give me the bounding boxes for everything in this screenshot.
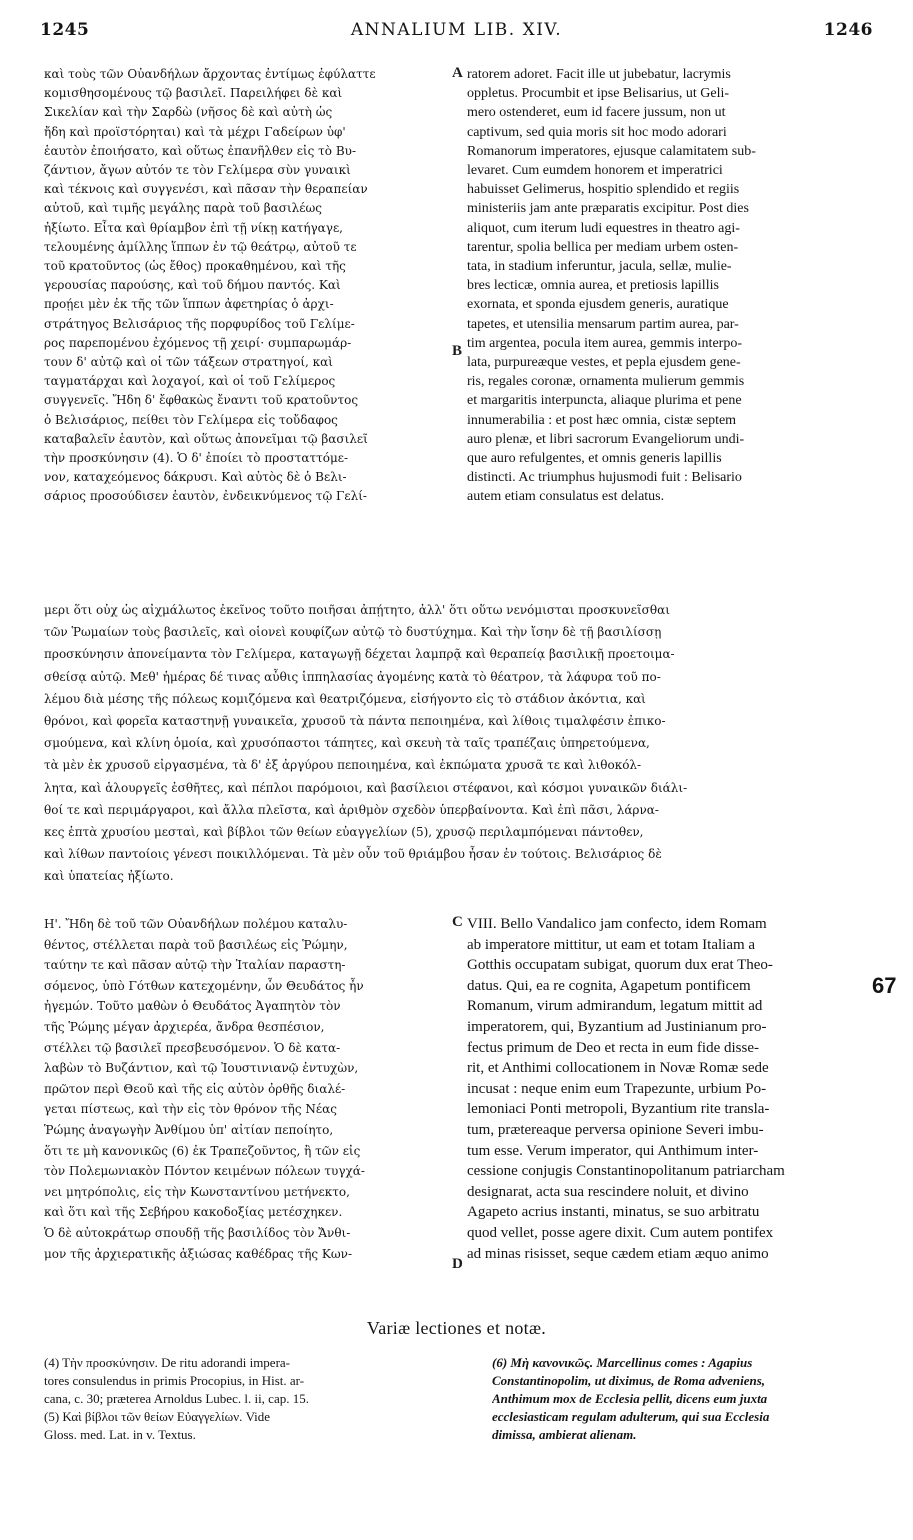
text-line: κομισθησομένους τῷ βασιλεῖ. Παρειλήφει δὲ καὶ <box>44 86 343 101</box>
note-line: Constantinopolim, ut diximus, de Roma adveniens, <box>492 1373 766 1388</box>
text-line: αὐτοῦ, καὶ τιμῆς μεγάλης παρὰ τοῦ βασιλέως <box>44 201 322 216</box>
text-line: Ὁ δὲ αὐτοκράτωρ σπουδῇ τῆς βασιλίδος τὸν Ἄνθι- <box>44 1225 351 1240</box>
text-line: λητα, καὶ ἁλουργεῖς ἐσθῆτες, καὶ πέπλοι παρόμοιοι, καὶ βασίλειοι στέφανοι, καὶ κόσμοι γυναικῶν διάλι- <box>44 780 688 795</box>
text-line: tum esse. Verum imperator, qui Anthimum inter- <box>467 1142 759 1159</box>
text-line: λαβὼν τὸ Βυζάντιον, καὶ τῷ Ἰουστινιανῷ ἐντυχὼν, <box>44 1061 359 1076</box>
text-line: exornata, et sponda ejusdem generis, auratique <box>467 297 729 313</box>
text-line: τῶν Ῥωμαίων τοὺς βασιλεῖς, καὶ οἱονεὶ κουφίζων αὐτῷ τὸ δυστύχημα. Καὶ τὴν ἴσην δὲ τῇ βασιλίσσῃ <box>44 625 662 640</box>
text-line: ζάντιον, ἄγων αὐτόν τε τὸν Γελίμερα σὺν γυναικὶ <box>44 163 351 178</box>
text-line: σόμενος, ὑπὸ Γότθων κατεχομένην, ὧν Θευδάτος ἦν <box>44 978 364 993</box>
text-line: lata, purpureæque vestes, et pepla ejusdem gene- <box>467 355 741 371</box>
notes-title: Variæ lectiones et notæ. <box>366 1318 547 1338</box>
text-line: στράτηγος Βελισάριος τῆς πορφυρίδος τοῦ Γελίμε- <box>44 316 355 331</box>
text-line: ρος παρεπομένου ἐχόμενος τῇ χειρί· συμπαρωμάρ- <box>44 335 352 350</box>
note-line: Gloss. med. Lat. in v. Textus. <box>44 1427 196 1442</box>
margin-marker-b: B <box>452 343 463 359</box>
text-line: ἠξίωτο. Εἶτα καὶ θρίαμβον ἐπὶ τῇ νίκῃ κατήγαγε, <box>44 220 343 235</box>
note-line: (4) Τὴν προσκύνησιν. De ritu adorandi impera- <box>44 1355 291 1370</box>
text-line: fectus primum de Deo et recta in eum fide disse- <box>467 1039 759 1056</box>
text-line: μερι ὅτι οὐχ ὡς αἰχμάλωτος ἐκεῖνος τοῦτο ποιῆσαι ἀπῄτητο, ἀλλ' ὅτι οὕτω νενόμισται προσκυνεῖσθαι <box>44 603 670 617</box>
text-line: καταβαλεῖν ἑαυτὸν, καὶ οὕτως ἀπονεῖμαι τῷ βασιλεῖ <box>44 431 368 446</box>
text-line: captivum, sed quia moris sit hoc modo adorari <box>467 124 727 140</box>
right-page-number: 1246 <box>823 20 873 40</box>
text-line: que auro refulgentes, et omnis generis lapillis <box>467 451 722 467</box>
text-line: σάριος προσούδισεν ἑαυτὸν, ἐνδεικνύμενος τῷ Γελί- <box>44 489 367 504</box>
text-line: καὶ τέκνοις καὶ συγγενέσι, καὶ πᾶσαν τὴν θεραπείαν <box>44 182 368 197</box>
greek-full-width-passage <box>44 599 882 888</box>
text-line: τελουμένης ἁμίλλης ἵππων ἐν τῷ θεάτρῳ, αὐτοῦ τε <box>44 239 357 254</box>
text-line: tapetes, et utensilia mensarum partim aurea, par- <box>467 316 739 332</box>
text-line: levaret. Cum eumdem honorem et imperatrici <box>467 163 723 179</box>
text-line: Romanum, virum admirandum, legatum mittit ad <box>467 998 763 1015</box>
greek-column-chapter-8 <box>44 914 456 1264</box>
text-line: tarentur, spolia bellica per mediam urbem osten- <box>467 239 739 255</box>
notes-left-column <box>44 1354 464 1444</box>
text-line: σμούμενα, καὶ κλίνη ὁμοία, καὶ χρυσόπαστοι τάπητες, καὶ σκευὴ τὰ ταῖς τραπέζαις ὑπηρετούμενα, <box>44 736 650 751</box>
margin-column-number: 67 <box>872 973 897 998</box>
text-line: ab imperatore mittitur, ut eam et totam Italiam a <box>467 936 756 953</box>
text-line: θέντος, στέλλεται παρὰ τοῦ βασιλέως εἰς Ῥώμην, <box>44 937 348 952</box>
text-line: προσκύνησιν ἀπονείμαντα τὸν Γελίμερα, καταγωγῇ δέχεται λαμπρᾷ καὶ θεραπείᾳ βασιλικῇ προετοιμα- <box>44 647 675 662</box>
text-line: νει μητρόπολις, εἰς τὴν Κωνσταντίνου μετήνεκτο, <box>44 1184 350 1199</box>
text-line: τὸν Πολεμωνιακὸν Πόντον κειμένων πόλεων τυγχά- <box>44 1164 365 1179</box>
text-line: γερουσίας παρούσης, καὶ τοῦ δήμου παντός. Καὶ <box>44 278 341 293</box>
text-line: ταύτην τε καὶ πᾶσαν αὐτῷ τὴν Ἰταλίαν παραστη- <box>44 958 346 973</box>
latin-column-top <box>467 65 879 507</box>
text-line: στέλλει τῷ βασιλεῖ πρεσβευσόμενον. Ὁ δὲ κατα- <box>44 1040 341 1055</box>
text-line: ad minas risisset, seque cædem etiam æquo animo <box>467 1245 769 1262</box>
text-line: ἡγεμών. Τοῦτο μαθὼν ὁ Θευδάτος Ἀγαπητὸν τὸν <box>44 999 341 1014</box>
text-line: ratorem adoret. Facit ille ut jubebatur, lacrymis <box>467 67 731 82</box>
text-line: ris, regales coronæ, ornamenta mulierum gemmis <box>467 374 745 390</box>
text-line: cessione conjugis Constantinopolitanum patriarcham <box>467 1163 785 1180</box>
margin-marker-a: A <box>452 65 463 81</box>
text-line: τῆς Ῥώμης μέγαν ἀρχιερέα, ἄνδρα θεσπέσιον, <box>44 1019 325 1034</box>
text-line: ταγματάρχαι καὶ λοχαγοί, καὶ οἱ τοῦ Γελίμερος <box>44 374 336 389</box>
running-header <box>40 20 873 50</box>
text-line: ὁ Βελισάριος, πείθει τὸν Γελίμερα εἰς τοὔδαφος <box>44 412 338 427</box>
text-line: τὰ μὲν ἐκ χρυσοῦ εἰργασμένα, τὰ δ' ἐξ ἀργύρου πεποιημένα, καὶ ἐκπώματα χρυσᾶ τε καὶ λιθοκόλ- <box>44 758 642 773</box>
text-line: bres lecticæ, omnia aurea, et pretiosis lapillis <box>467 278 719 294</box>
text-line: datus. Qui, ea re cognita, Agapetum pontificem <box>467 977 751 994</box>
text-line: πρῶτον περὶ Θεοῦ καὶ τῆς εἰς αὐτὸν ὀρθῆς διαλέ- <box>44 1081 346 1096</box>
text-line: designarat, acta sua rescindere noluit, et divino <box>467 1183 749 1200</box>
text-line: τοῦ κρατοῦντος (ὡς ἔθος) προκαθημένου, καὶ τῆς <box>44 259 346 274</box>
margin-marker-d: D <box>452 1256 463 1272</box>
text-line: καὶ λίθων παντοίοις γένεσι ποικιλλόμεναι. Τὰ μὲν οὖν τοῦ θριάμβου ἦσαν ἐν τούτοις. Βελισάριος δὲ <box>44 847 662 862</box>
text-line: καὶ τοὺς τῶν Οὐανδήλων ἄρχοντας ἐντίμως ἐφύλαττε <box>44 67 376 81</box>
text-line: τουν δ' αὐτῷ καὶ οἱ τῶν τάξεων στρατηγοί, καὶ <box>44 355 333 370</box>
note-line: tores consulendus in primis Procopius, in Hist. ar- <box>44 1373 305 1388</box>
note-line: ecclesiasticam regulam adulterum, qui sua Ecclesia <box>492 1409 770 1424</box>
text-line: Σικελίαν καὶ τὴν Σαρδὼ (νῆσος δὲ καὶ αὐτὴ ὡς <box>44 105 333 120</box>
note-line: cana, c. 30; præterea Arnoldus Lubec. l. ii, cap. 15. <box>44 1391 309 1406</box>
text-line: autem etiam consulatus est delatus. <box>467 489 665 505</box>
margin-marker-c: C <box>452 914 463 930</box>
text-line: Gotthis occupatam subigat, quorum dux erat Theo- <box>467 957 773 974</box>
text-line: auro plenæ, et libri sacrorum Evangeliorum undi- <box>467 431 745 447</box>
text-line: ὅτι τε μὴ κανονικῶς (6) ἐκ Τραπεζοῦντος, ἢ τῶν εἰς <box>44 1143 361 1158</box>
text-line: ἑαυτὸν ἐποιήσατο, καὶ οὕτως ἐπανῆλθεν εἰς τὸ Βυ- <box>44 143 357 158</box>
note-line: (5) Καὶ βίβλοι τῶν θείων Εὐαγγελίων. Vide <box>44 1409 271 1424</box>
text-line: VIII. Bello Vandalico jam confecto, idem Romam <box>467 916 767 932</box>
text-line: νον, καταχεόμενος δάκρυσι. Καὶ αὐτὸς δὲ ὁ Βελι- <box>44 470 347 485</box>
text-line: μον τῆς ἀρχιερατικῆς ἀξιώσας καθέδρας τῆς Κων- <box>44 1246 353 1261</box>
text-line: θρόνοι, καὶ φορεῖα καταστηνῇ γυναικεῖα, χρυσοῦ τὰ πάντα πεποιημένα, καὶ λίθοις τιμαλφέσιν ἐπικο- <box>44 714 666 729</box>
text-line: καὶ ὅτι καὶ τῆς Σεβήρου κακοδοξίας μετέσχηκεν. <box>44 1205 343 1220</box>
text-line: σθείσᾳ αὐτῷ. Μεθ' ἡμέρας δέ τινας αὖθις ἱππηλασίας ἀγομένης κατὰ τὸ θέατρον, τὰ λάφυρα τοῦ πο- <box>44 669 661 684</box>
greek-column-top <box>44 65 456 507</box>
notes-right-column <box>492 1354 882 1444</box>
text-line: κες ἑπτὰ χρυσίου μεσταὶ, καὶ βίβλοι τῶν θείων εὐαγγελίων (5), χρυσῷ περιλαμπόμεναι πάντοθεν, <box>44 825 644 840</box>
note-line: (6) Μὴ κανονικῶς. Marcellinus comes : Agapius <box>492 1355 753 1370</box>
text-line: tata, in stadium inferuntur, jacula, sellæ, mulie- <box>467 259 732 275</box>
text-line: rit, et Anthimi collocationem in Novæ Romæ sede <box>467 1060 769 1077</box>
note-line: dimissa, ambierat alienam. <box>492 1427 637 1442</box>
text-line: προῄει μὲν ἐκ τῆς τῶν ἵππων ἀφετηρίας ὁ ἀρχι- <box>44 297 334 312</box>
text-line: Η'. Ἤδη δὲ τοῦ τῶν Οὐανδήλων πολέμου καταλυ- <box>44 917 348 931</box>
text-line: mero ostenderet, eum id facere jussum, non ut <box>467 105 726 121</box>
text-line: oppletus. Procumbit et ipse Belisarius, ut Geli- <box>467 86 730 102</box>
text-line: θοί τε καὶ περιμάργαροι, καὶ ἄλλα πλεῖστα, καὶ ἀριθμὸν σχεδὸν ὑπερβαίνοντα. Καὶ ἐπὶ πᾶσι, λάρνα- <box>44 802 659 817</box>
text-line: tum, prætereaque perversa opinione Severi imbu- <box>467 1121 764 1138</box>
running-title: ANNALIUM LIB. XIV. <box>350 20 563 40</box>
text-line: Ῥώμης ἀναγωγὴν Ἀνθίμου ὑπ' αἰτίαν πεποίητο, <box>44 1122 334 1137</box>
text-line: τὴν προσκύνησιν (4). Ὁ δ' ἐποίει τὸ προσταττόμε- <box>44 451 349 466</box>
text-line: innumerabilia : et post hæc omnia, cistæ septem <box>467 412 737 428</box>
text-line: habuisset Gelimerus, hospitio splendido et regiis <box>467 182 740 198</box>
note-line: Anthimum mox de Ecclesia pellit, dicens eum juxta <box>492 1391 768 1406</box>
text-line: quod vellet, posse agere dixit. Cum autem pontifex <box>467 1224 774 1241</box>
text-line: γεται πίστεως, καὶ τὴν εἰς τὸν θρόνον τῆς Νέας <box>44 1102 337 1117</box>
text-line: συγγενεῖς. Ἤδη δ' ἔφθακὼς ἔναντι τοῦ κρατοῦντος <box>44 393 359 408</box>
text-line: καὶ ὑπατείας ἠξίωτο. <box>44 869 174 884</box>
text-line: distincti. Ac triumphus hujusmodi fuit : Belisario <box>467 470 742 486</box>
text-line: aliquot, cum iterum ludi equestres in theatro agi- <box>467 220 740 236</box>
text-line: tim argentea, pocula item aurea, gemmis interpo- <box>467 335 742 351</box>
text-line: ministeriis jam ante præparatis excipitur. Post dies <box>467 201 749 217</box>
text-line: incusat : neque enim eum Trapezunte, urbium Po- <box>467 1080 767 1097</box>
text-line: et margaritis interpuncta, aliaque plurima et pene <box>467 393 742 409</box>
text-line: Romanorum imperatores, ejusque calamitatem sub- <box>467 143 756 159</box>
text-line: λέμου διὰ μέσης τῆς πόλεως κομιζόμενα καὶ θεατριζόμενα, εἰσήγοντο εἰς τὸ στάδιον ἀκόντια, καὶ <box>44 691 646 706</box>
left-page-number: 1245 <box>40 20 90 40</box>
text-line: Agapeto acrius instanti, minatus, se suo arbitratu <box>467 1204 760 1221</box>
text-line: ἤδη καὶ προϊστόρηται) καὶ τὰ μέχρι Γαδείρων ὑφ' <box>44 124 346 139</box>
text-line: imperatorem, qui, Byzantium ad Justinianum pro- <box>467 1018 767 1035</box>
text-line: lemoniaci Ponti metropoli, Byzantium rite transla- <box>467 1101 770 1118</box>
latin-column-chapter-8 <box>467 914 879 1264</box>
